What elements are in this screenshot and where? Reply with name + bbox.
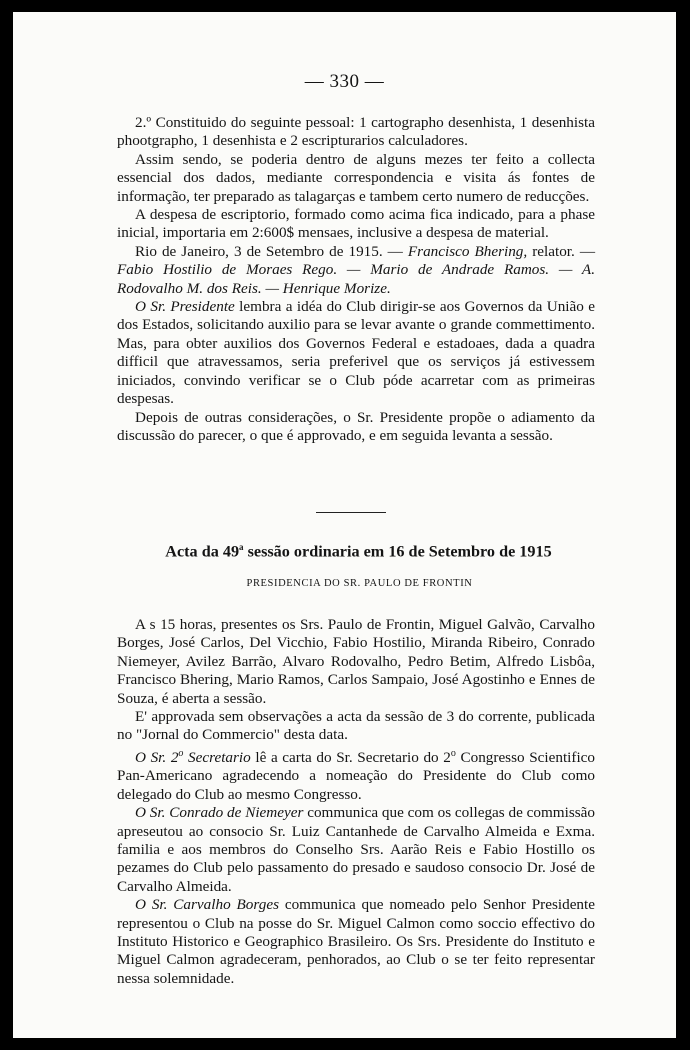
speaker-niemeyer: O Sr. Conrado de Niemeyer xyxy=(135,804,304,822)
paragraph-representation xyxy=(117,896,595,988)
minutes-section xyxy=(117,616,595,988)
paragraph-attendance: A s 15 horas, presentes os Srs. Paulo de Frontin, Miguel Galvão, Carvalho Borges, José Carlos, Del Vicchio, Fabio Hostilio, Miranda Ribeiro, Conrado Niemeyer, Avilez Barrão, Alvaro Rodovalho, Pedro Betim, Alfredo Lisbôa, Francisco Bhering, Mario Ramos, Carlos Sampaio, José Agostinho e Ennes de Souza, é aberta a sessão. xyxy=(117,616,595,707)
condolences-text: communica que com os collegas de commissão apreseutou ao consocio Sr. Luiz Cantanhede de Carvalho Almeida e Exma. familia e aos membros do Conselho Srs. Aarão Reis e Fabio Hostillo os pezames do Club pelo passamento do presado e saudoso consocio Dr. José de Carvalho Almeida. xyxy=(117,804,595,895)
minutes-title xyxy=(13,542,676,561)
signature-role: relator. — xyxy=(527,242,596,260)
paragraph-expense: A despesa de escriptorio, formado como acima fica indicado, para a phase inicial, importaria em 2:600$ mensaes, inclusive a despesa de material. xyxy=(117,206,595,242)
representation-text: communica que nomeado pelo Senhor Presidente representou o Club na posse do Sr. Miguel Calmon como soccio effectivo do Instituto Historico e Geographico Brasileiro. Os Srs. Presidente do Instituto e Miguel Calmon agradeceram, penhorados, ao Club o se ter feito representar nessa solemnidade. xyxy=(117,896,595,987)
signature-intro: Rio de Janeiro, 3 de Setembro de 1915. — xyxy=(135,242,408,260)
title-part: sessão ordinaria em 16 de Setembro de 1915 xyxy=(243,542,552,561)
secretary-text: Congresso Scientifico Pan-Americano agradecendo a nomeação do Presidente do Club como delegado do Club ao mesmo Congresso. xyxy=(117,748,596,803)
paragraph-secretary xyxy=(117,745,595,804)
title-ordinal: a xyxy=(239,542,244,552)
signature-members: Fabio Hostilio de Moraes Rego. — Mario de Andrade Ramos. — A. Rodovalho M. dos Reis. — Henrique Morize. xyxy=(117,261,595,297)
paragraph-adjournment: Depois de outras considerações, o Sr. Presidente propõe o adiamento da discussão do parecer, o que é approvado, e em seguida levanta a sessão. xyxy=(117,408,595,444)
paragraph-collection: Assim sendo, se poderia dentro de alguns mezes ter feito a collecta essencial dos dados, mediante correspondencia e visita ás fontes de informação, ter preparado as talagarças e tambem certo numero de reducções. xyxy=(117,150,595,205)
presidency-line: PRESIDENCIA DO SR. PAULO DE FRONTIN xyxy=(246,578,473,589)
speaker-ordinal: o xyxy=(178,747,184,759)
speaker-part: Secretario xyxy=(183,748,251,766)
section-divider xyxy=(316,512,386,513)
paragraph-staff: 2.º Constituido do seguinte pessoal: 1 cartographo desenhista, 1 desenhista phootgrapho, 1 desenhista e 2 escripturarios calculadores. xyxy=(117,114,595,150)
speaker-president: O Sr. Presidente xyxy=(135,298,235,316)
scanned-page xyxy=(13,12,676,1038)
intro-section xyxy=(117,114,595,445)
signature-rapporteur: Francisco Bhering, xyxy=(407,242,528,260)
paragraph-condolences xyxy=(117,804,595,896)
secretary-text: lê a carta do Sr. Secretario do 2 xyxy=(250,748,451,766)
paragraph-signatures xyxy=(117,243,595,298)
page-number: — 330 — xyxy=(304,71,385,92)
title-part: Acta da 49 xyxy=(165,542,240,561)
paragraph-approval: E' approvada sem observações a acta da sessão de 3 do corrente, publicada no "Jornal do Commercio" desta data. xyxy=(117,708,595,744)
speaker-borges: O Sr. Carvalho Borges xyxy=(135,896,279,914)
speaker-secretary xyxy=(135,749,251,766)
proposal-text: lembra a idéa do Club dirigir-se aos Governos da União e dos Estados, solicitando auxilio para se levar avante o grande commettimento. Mas, para obter auxilios dos Governos Federal e estadoaes, dada a quadra difficil que atravessamos, seria preferivel que os serviços já estivessem iniciados, convindo verificar se o Club póde acarretar com as primeiras despesas. xyxy=(117,298,596,408)
paragraph-president-proposal xyxy=(117,298,595,408)
congress-ordinal: o xyxy=(450,747,456,759)
speaker-part: O Sr. 2 xyxy=(135,748,179,766)
